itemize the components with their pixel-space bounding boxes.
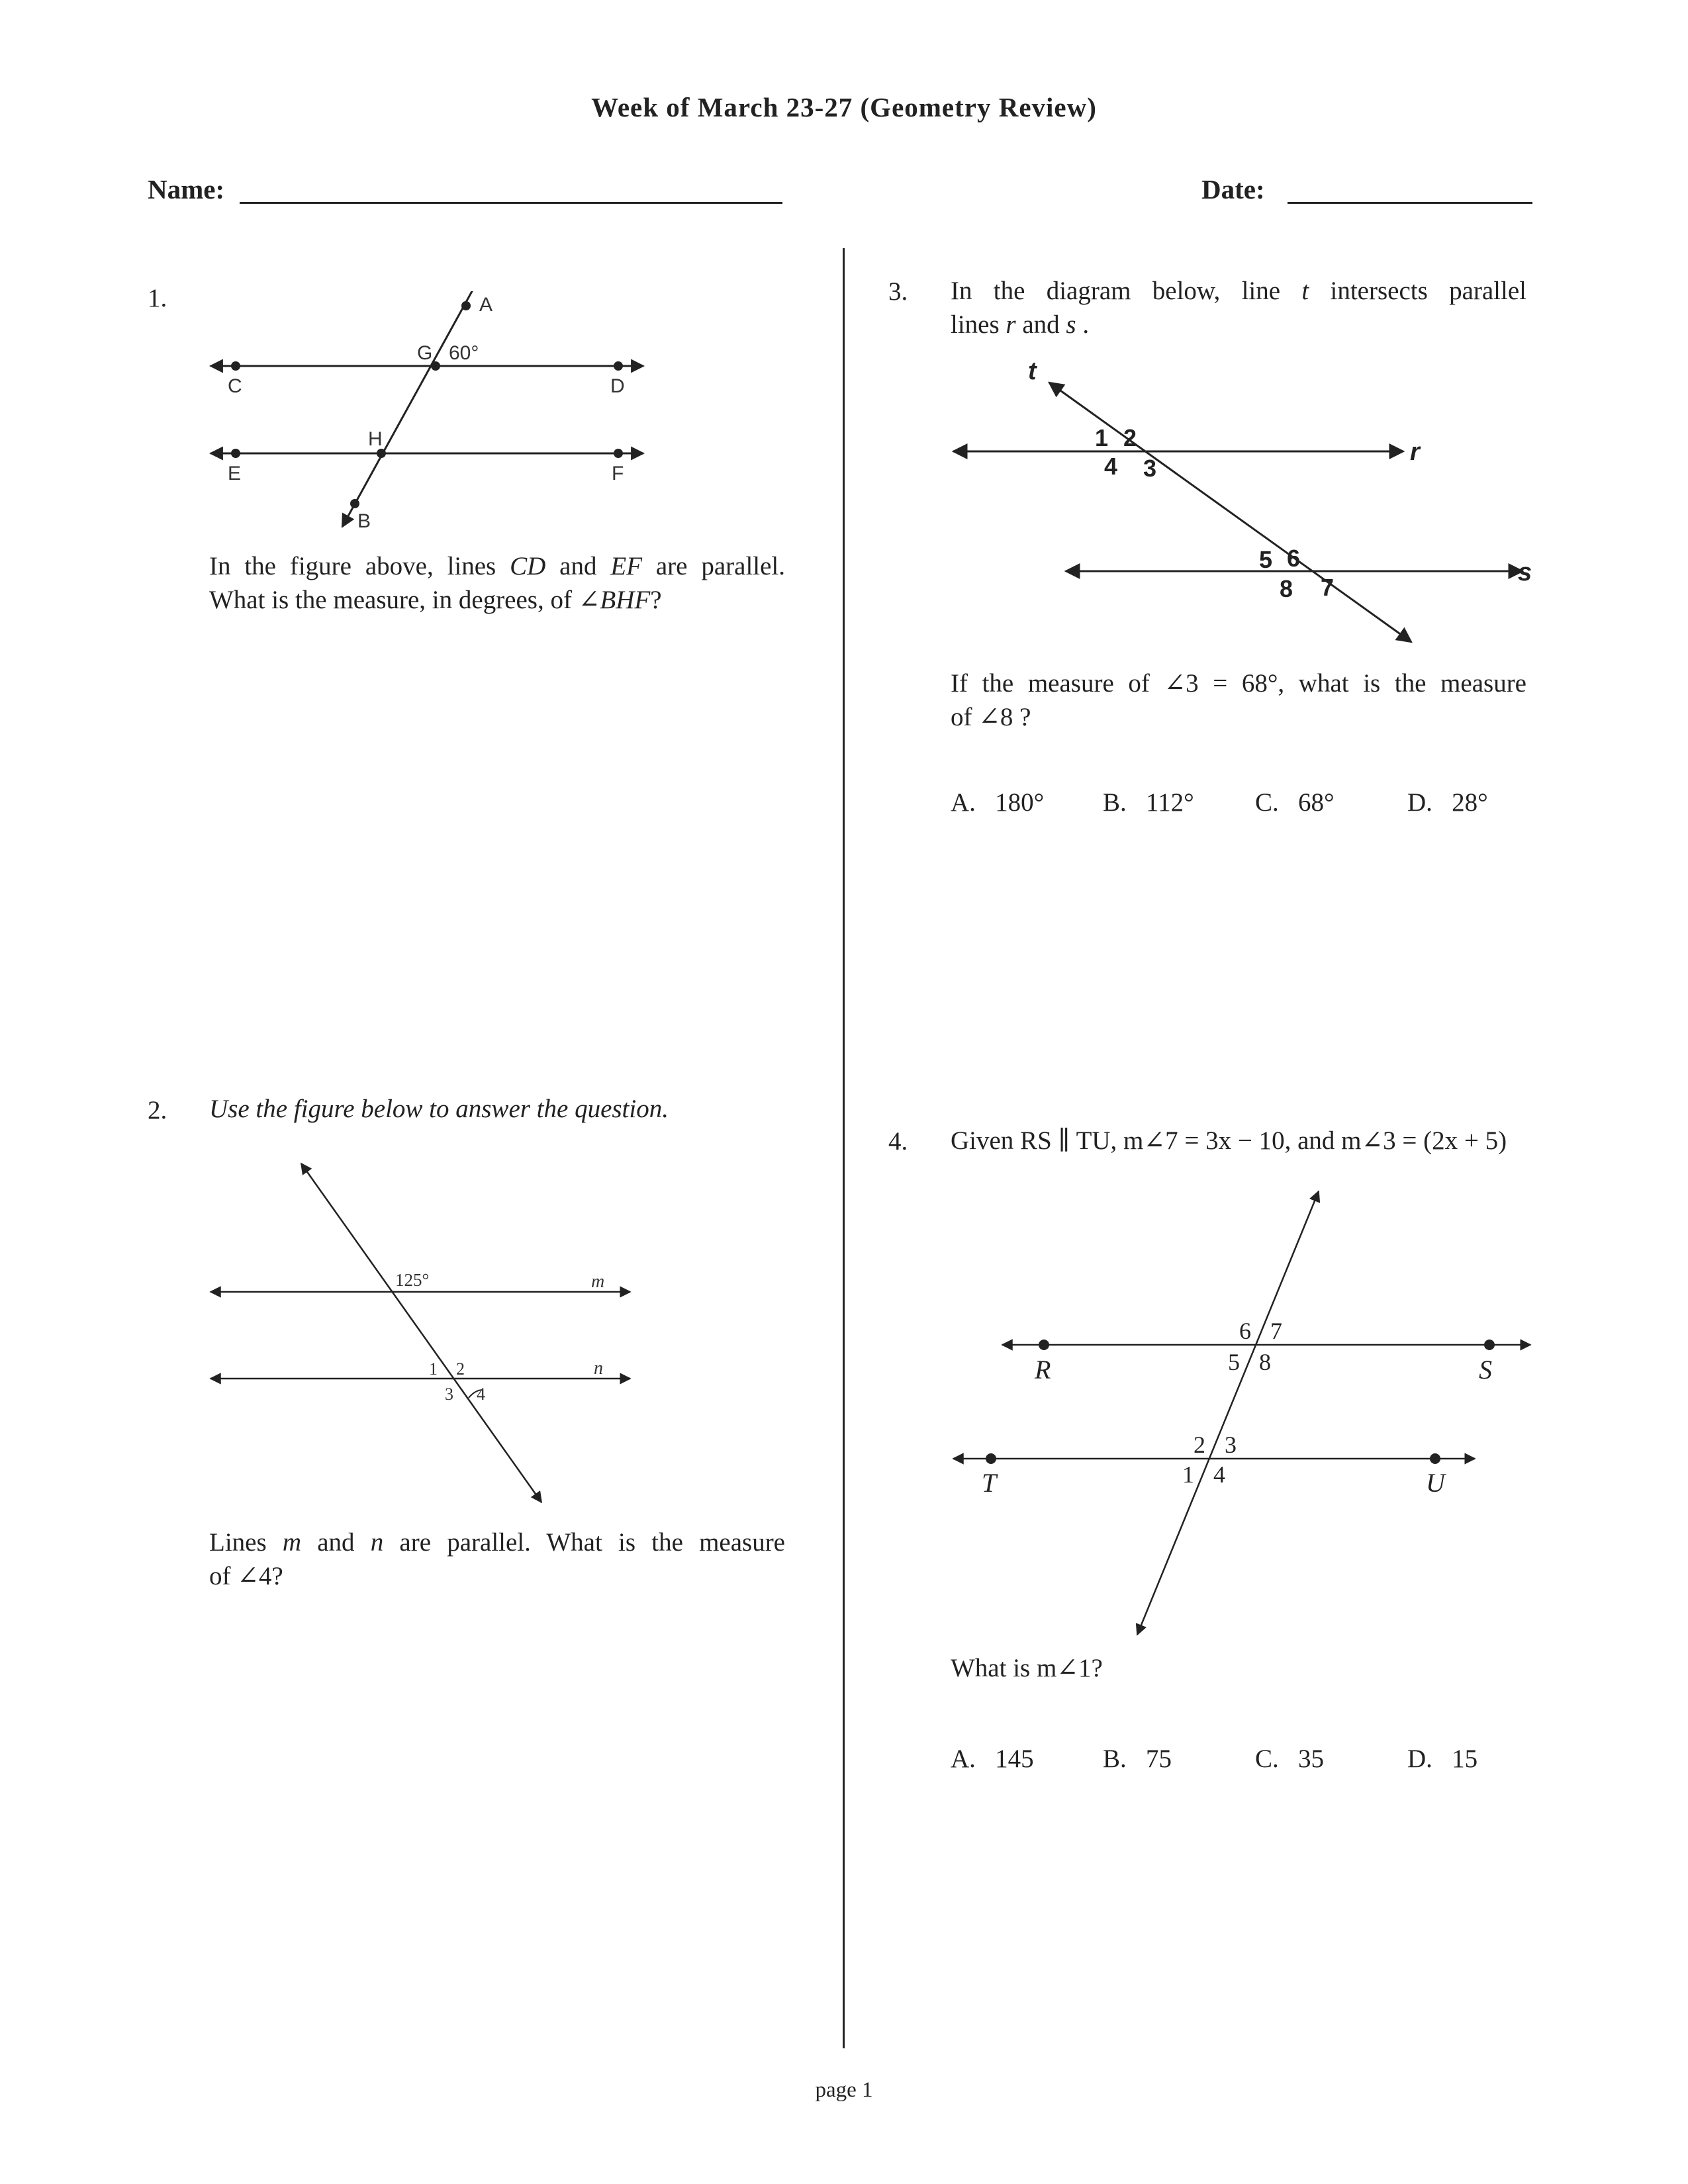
page-number: page 1: [815, 2078, 873, 2102]
question-2-number: 2.: [148, 1096, 167, 1124]
question-1-figure: [199, 291, 662, 536]
date-field[interactable]: [1288, 202, 1532, 204]
label-r: r: [1410, 438, 1420, 466]
question-4-number: 4.: [888, 1127, 908, 1156]
choice-a[interactable]: A. 145: [951, 1745, 1034, 1773]
label-angle-2: 2: [1194, 1432, 1205, 1458]
label-angle-125: 125°: [395, 1270, 430, 1290]
name-label: Name:: [148, 174, 225, 205]
question-2-figure: [199, 1152, 649, 1509]
label-angle-8: 8: [1259, 1349, 1271, 1375]
label-angle-4: 4: [1213, 1461, 1225, 1488]
label-s: s: [1518, 559, 1532, 586]
choice-c[interactable]: C. 68°: [1255, 788, 1335, 817]
point-b: [350, 499, 359, 508]
label-t: t: [1028, 357, 1037, 385]
point-a: [461, 301, 471, 310]
question-3-intro: In the diagram below, line t intersects parallel lines r and s .: [951, 277, 1527, 339]
label-angle-3: 3: [445, 1385, 453, 1404]
label-angle-60: 60°: [449, 342, 479, 364]
line-t: [1049, 383, 1411, 642]
label-a: A: [479, 294, 493, 316]
label-angle-4: 4: [1104, 453, 1118, 480]
point-c: [231, 361, 240, 371]
choice-a[interactable]: A. 180°: [951, 788, 1045, 817]
page-title: Week of March 23-27 (Geometry Review): [591, 92, 1097, 122]
label-t: T: [982, 1468, 997, 1498]
label-s: S: [1479, 1355, 1492, 1385]
label-angle-7: 7: [1270, 1318, 1282, 1344]
label-angle-7: 7: [1321, 574, 1335, 601]
question-3-text: If the measure of ∠3 = 68°, what is the measure of ∠8 ?: [951, 669, 1526, 731]
label-g: G: [417, 342, 433, 364]
label-d: D: [610, 375, 625, 397]
question-3-figure: [947, 357, 1542, 662]
transversal: [301, 1163, 541, 1502]
label-angle-5: 5: [1228, 1349, 1240, 1375]
label-angle-5: 5: [1259, 546, 1273, 573]
point-e: [231, 449, 240, 458]
point-d: [614, 361, 623, 371]
label-angle-6: 6: [1239, 1318, 1251, 1344]
point-r: [1039, 1340, 1049, 1350]
choice-d[interactable]: D. 28°: [1407, 788, 1488, 817]
label-angle-8: 8: [1280, 575, 1293, 602]
name-field[interactable]: [240, 202, 782, 204]
choice-b[interactable]: B. 112°: [1103, 788, 1194, 817]
label-b: B: [357, 510, 371, 532]
question-4-text: What is m∠1?: [951, 1654, 1103, 1682]
label-angle-3: 3: [1225, 1432, 1237, 1458]
question-1-text: In the figure above, lines CD and EF are parallel. What is the measure, in degrees, of ∠BHF?: [209, 552, 786, 614]
label-c: C: [228, 375, 242, 397]
choice-d[interactable]: D. 15: [1407, 1745, 1478, 1773]
label-angle-6: 6: [1287, 545, 1301, 572]
transversal-ab: [342, 291, 486, 527]
label-e: E: [228, 463, 242, 484]
point-u: [1430, 1453, 1440, 1464]
point-s: [1484, 1340, 1495, 1350]
label-m: m: [591, 1271, 605, 1292]
transversal: [1137, 1191, 1319, 1635]
point-t: [986, 1453, 996, 1464]
label-angle-2: 2: [456, 1359, 465, 1379]
date-label: Date:: [1201, 174, 1265, 205]
choice-c[interactable]: C. 35: [1255, 1745, 1325, 1773]
label-f: F: [612, 463, 624, 484]
label-angle-2: 2: [1123, 424, 1137, 451]
label-u: U: [1426, 1468, 1445, 1498]
label-angle-1: 1: [1095, 424, 1109, 451]
question-1-number: 1.: [148, 284, 167, 312]
question-4-figure: [947, 1178, 1542, 1641]
choice-b[interactable]: B. 75: [1103, 1745, 1172, 1773]
label-angle-3: 3: [1143, 455, 1157, 482]
label-angle-1: 1: [1182, 1461, 1194, 1488]
point-h: [377, 449, 386, 458]
question-4-given: Given RS ∥ TU, m∠7 = 3x − 10, and m∠3 = (2x + 5): [951, 1126, 1507, 1155]
label-r: R: [1035, 1355, 1051, 1385]
question-3-number: 3.: [888, 277, 908, 306]
question-2-intro: Use the figure below to answer the question.: [209, 1095, 669, 1123]
label-n: n: [594, 1358, 603, 1379]
question-2-text: Lines m and n are parallel. What is the measure of ∠4?: [209, 1528, 785, 1590]
column-divider: [843, 248, 845, 2048]
label-angle-1: 1: [429, 1359, 438, 1379]
label-h: H: [368, 428, 383, 450]
point-f: [614, 449, 623, 458]
label-angle-4: 4: [477, 1385, 485, 1404]
